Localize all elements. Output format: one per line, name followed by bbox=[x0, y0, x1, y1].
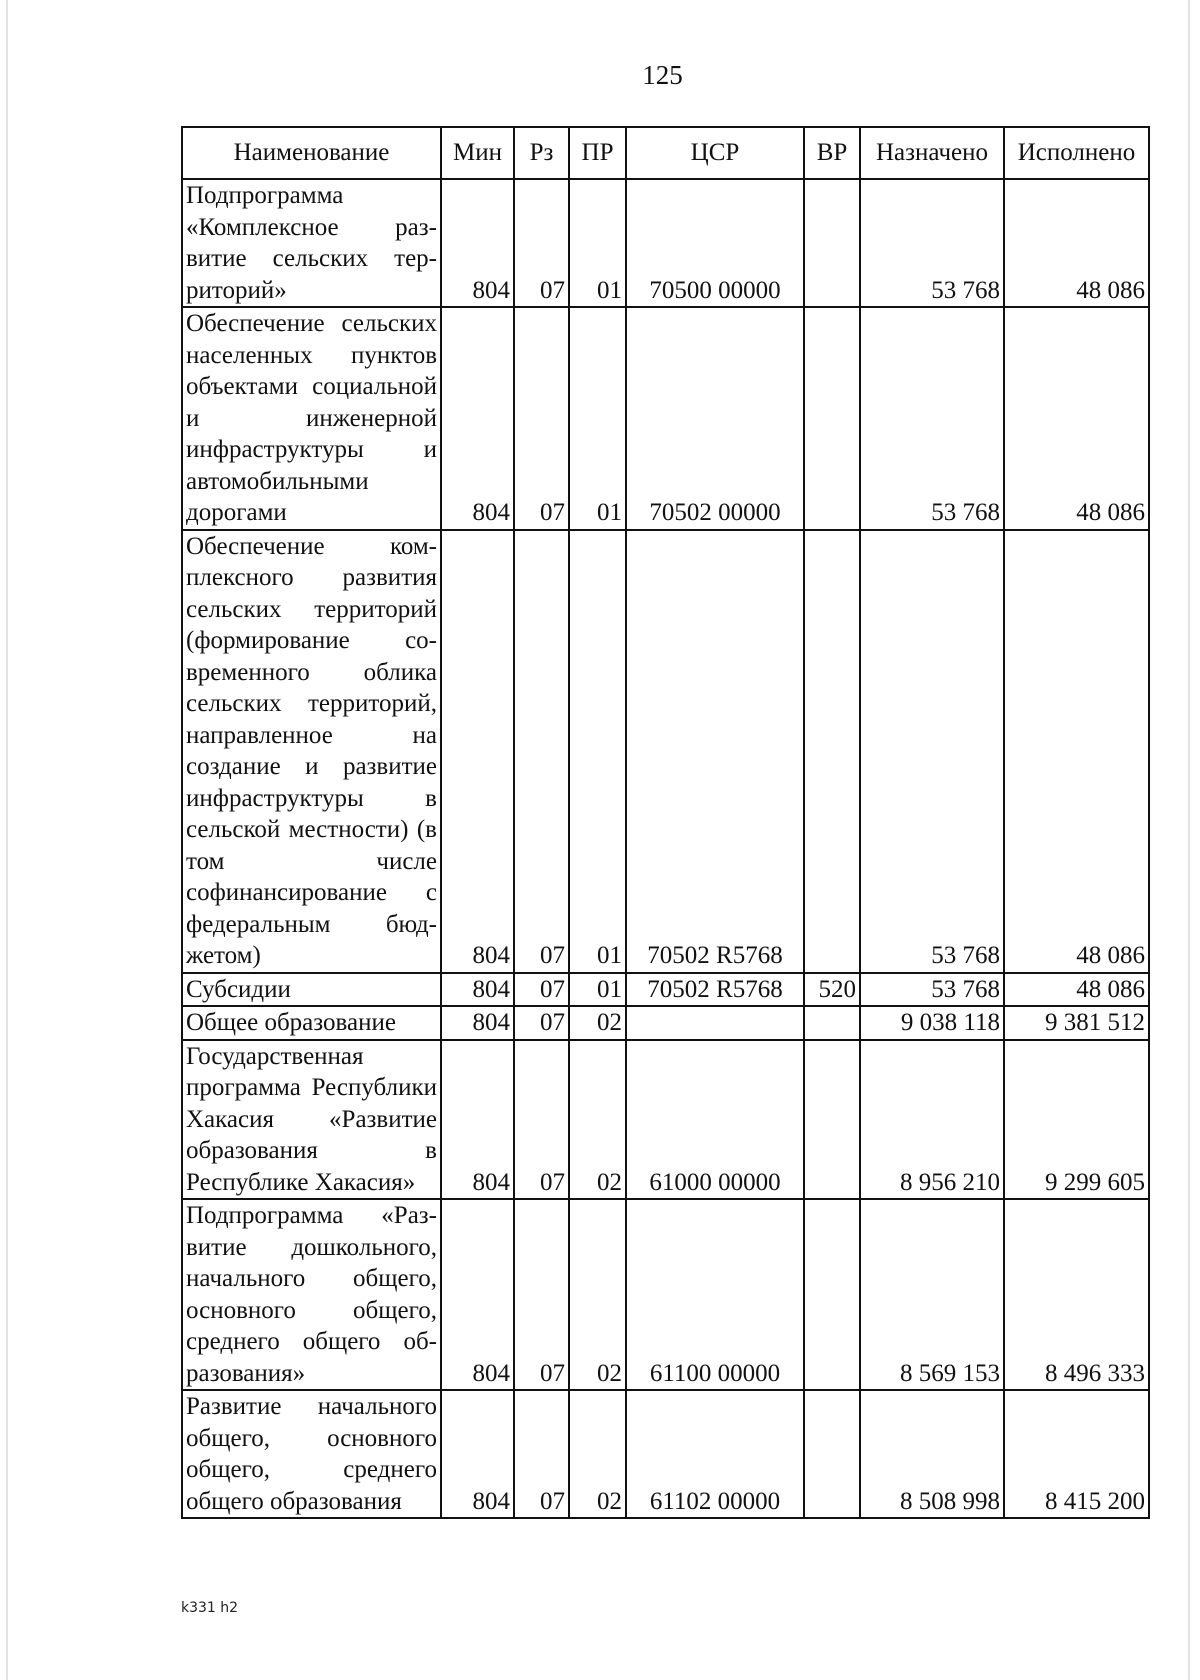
row-assigned: 8 956 210 bbox=[860, 1040, 1004, 1200]
row-name: Государственная программа Республики Хакасия «Развитие образования в Республике Хакасия» bbox=[182, 1040, 441, 1200]
header-name: Наименование bbox=[182, 127, 441, 179]
row-vr bbox=[804, 1006, 860, 1040]
row-pr: 01 bbox=[569, 179, 626, 307]
row-rz: 07 bbox=[514, 530, 569, 973]
header-pr: ПР bbox=[569, 127, 626, 179]
row-csr: 70502 00000 bbox=[626, 307, 804, 530]
row-csr: 61100 00000 bbox=[626, 1199, 804, 1390]
row-executed: 48 086 bbox=[1004, 530, 1149, 973]
page-number: 125 bbox=[642, 60, 683, 90]
row-pr: 02 bbox=[569, 1006, 626, 1040]
row-rz: 07 bbox=[514, 973, 569, 1007]
row-name: Обеспечение комплексного развития сельских территорий (формирование современного облика сельских территорий, направленное на создание и развитие инфраструктуры в сельской местности) (в том числе софинансирование с федеральным бюджетом) bbox=[182, 530, 441, 973]
row-executed: 48 086 bbox=[1004, 307, 1149, 530]
row-pr: 02 bbox=[569, 1390, 626, 1518]
row-executed: 48 086 bbox=[1004, 179, 1149, 307]
table-row bbox=[182, 530, 1149, 973]
row-vr bbox=[804, 530, 860, 973]
row-csr: 70502 R5768 bbox=[626, 973, 804, 1007]
header-rz: Рз bbox=[514, 127, 569, 179]
row-assigned: 8 569 153 bbox=[860, 1199, 1004, 1390]
table-row bbox=[182, 1199, 1149, 1390]
table-row bbox=[182, 973, 1149, 1007]
row-assigned: 9 038 118 bbox=[860, 1006, 1004, 1040]
row-csr: 61000 00000 bbox=[626, 1040, 804, 1200]
header-vr: ВР bbox=[804, 127, 860, 179]
row-vr bbox=[804, 179, 860, 307]
row-rz: 07 bbox=[514, 1199, 569, 1390]
row-assigned: 53 768 bbox=[860, 973, 1004, 1007]
row-pr: 02 bbox=[569, 1199, 626, 1390]
row-rz: 07 bbox=[514, 179, 569, 307]
row-min: 804 bbox=[441, 1199, 514, 1390]
row-min: 804 bbox=[441, 1006, 514, 1040]
header-csr: ЦСР bbox=[626, 127, 804, 179]
row-vr bbox=[804, 307, 860, 530]
row-name: Субсидии bbox=[182, 973, 441, 1007]
document-code: k331 h2 bbox=[181, 1600, 239, 1616]
row-rz: 07 bbox=[514, 1040, 569, 1200]
row-rz: 07 bbox=[514, 307, 569, 530]
row-pr: 01 bbox=[569, 973, 626, 1007]
row-min: 804 bbox=[441, 1040, 514, 1200]
header-executed: Исполнено bbox=[1004, 127, 1149, 179]
table-row bbox=[182, 307, 1149, 530]
row-vr bbox=[804, 1199, 860, 1390]
row-csr: 61102 00000 bbox=[626, 1390, 804, 1518]
row-min: 804 bbox=[441, 1390, 514, 1518]
row-vr bbox=[804, 1390, 860, 1518]
row-min: 804 bbox=[441, 179, 514, 307]
row-min: 804 bbox=[441, 530, 514, 973]
row-pr: 02 bbox=[569, 1040, 626, 1200]
row-name: Развитие начального общего, основного общего, среднего общего образования bbox=[182, 1390, 441, 1518]
row-vr bbox=[804, 1040, 860, 1200]
row-rz: 07 bbox=[514, 1006, 569, 1040]
table-row bbox=[182, 1390, 1149, 1518]
row-name: Обеспечение сельских населенных пунктов объектами социальной и инженерной инфраструктуры и автомобильными дорогами bbox=[182, 307, 441, 530]
budget-table bbox=[181, 126, 1150, 1519]
header-min: Мин bbox=[441, 127, 514, 179]
table-row bbox=[182, 1040, 1149, 1200]
row-min: 804 bbox=[441, 307, 514, 530]
budget-table-container bbox=[181, 126, 1150, 1519]
scan-edge-left bbox=[6, 0, 8, 1680]
row-assigned: 53 768 bbox=[860, 307, 1004, 530]
row-assigned: 53 768 bbox=[860, 179, 1004, 307]
row-min: 804 bbox=[441, 973, 514, 1007]
row-name: Общее образование bbox=[182, 1006, 441, 1040]
row-pr: 01 bbox=[569, 530, 626, 973]
header-assigned: Назначено bbox=[860, 127, 1004, 179]
row-name: Подпрограмма «Развитие дошкольного, начального общего, основного общего, среднего общего образования» bbox=[182, 1199, 441, 1390]
row-assigned: 53 768 bbox=[860, 530, 1004, 973]
row-executed: 9 381 512 bbox=[1004, 1006, 1149, 1040]
table-row bbox=[182, 179, 1149, 307]
table-row bbox=[182, 1006, 1149, 1040]
row-csr: 70500 00000 bbox=[626, 179, 804, 307]
row-name: Подпрограмма «Комплексное развитие сельских территорий» bbox=[182, 179, 441, 307]
row-executed: 9 299 605 bbox=[1004, 1040, 1149, 1200]
table-header-row bbox=[182, 127, 1149, 179]
row-csr bbox=[626, 1006, 804, 1040]
row-vr: 520 bbox=[804, 973, 860, 1007]
row-assigned: 8 508 998 bbox=[860, 1390, 1004, 1518]
row-pr: 01 bbox=[569, 307, 626, 530]
row-executed: 8 496 333 bbox=[1004, 1199, 1149, 1390]
row-rz: 07 bbox=[514, 1390, 569, 1518]
row-executed: 8 415 200 bbox=[1004, 1390, 1149, 1518]
row-executed: 48 086 bbox=[1004, 973, 1149, 1007]
scan-edge-right bbox=[1188, 0, 1190, 1680]
row-csr: 70502 R5768 bbox=[626, 530, 804, 973]
